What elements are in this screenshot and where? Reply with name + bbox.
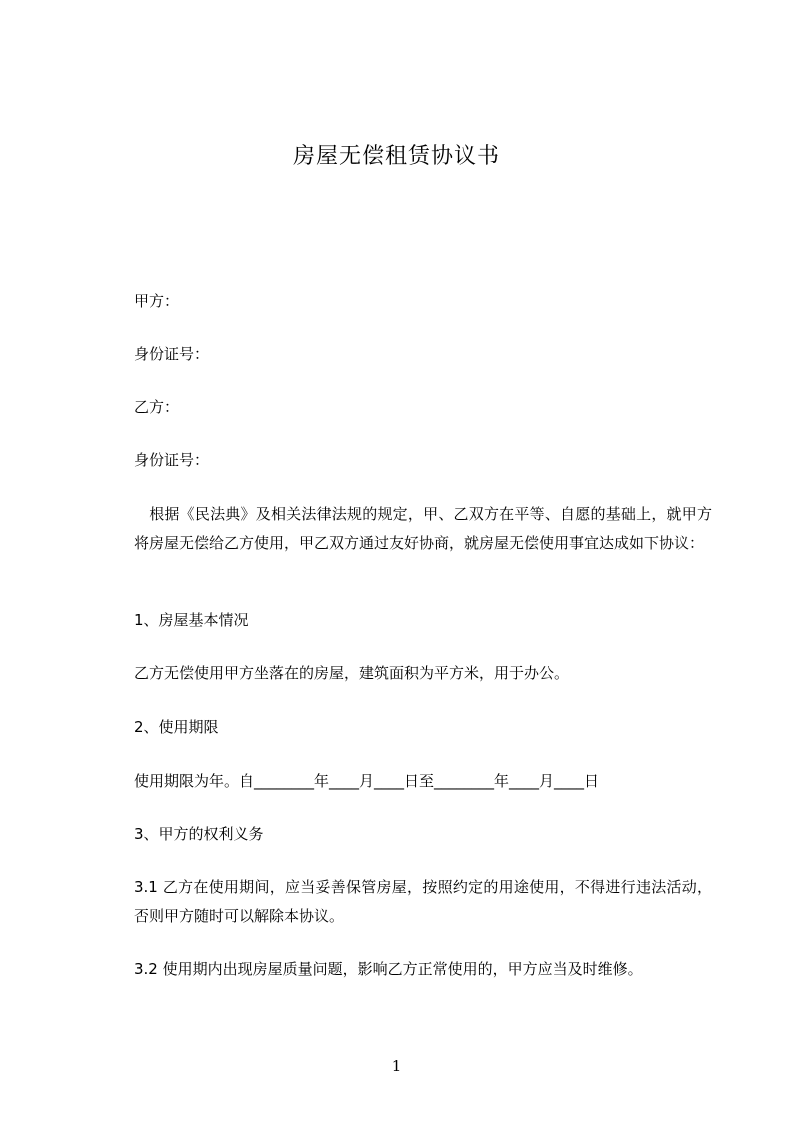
section-1-heading: 1、房屋基本情况: [134, 611, 249, 629]
clause-3-2: 3.2 使用期内出现房屋质量问题，影响乙方正常使用的，甲方应当及时维修。: [134, 960, 643, 978]
section-2-heading: 2、使用期限: [134, 718, 219, 736]
section-3-heading: 3、甲方的权利义务: [134, 825, 264, 843]
party-a-label: 甲方：: [134, 292, 180, 310]
clause-3-1: 3.1 乙方在使用期间，应当妥善保管房屋，按照约定的用途使用，不得进行违法活动，否则甲方随时可以解除本协议。: [134, 878, 712, 925]
party-b-id-label: 身份证号：: [134, 451, 210, 469]
section-1-text: 乙方无偿使用甲方坐落在的房屋，建筑面积为平方米，用于办公。: [134, 664, 570, 682]
intro-paragraph: 根据《民法典》及相关法律法规的规定，甲、乙双方在平等、自愿的基础上，就甲方将房屋无偿给乙方使用，甲乙双方通过友好协商，就房屋无偿使用事宜达成如下协议：: [134, 505, 712, 552]
page-number: 1: [391, 1057, 402, 1075]
document-title: 房屋无偿租赁协议书: [292, 144, 500, 169]
section-2-text: 使用期限为年。自________年____月____日至________年____月____日: [134, 772, 600, 790]
party-a-id-label: 身份证号：: [134, 345, 210, 363]
party-b-label: 乙方：: [134, 398, 180, 416]
